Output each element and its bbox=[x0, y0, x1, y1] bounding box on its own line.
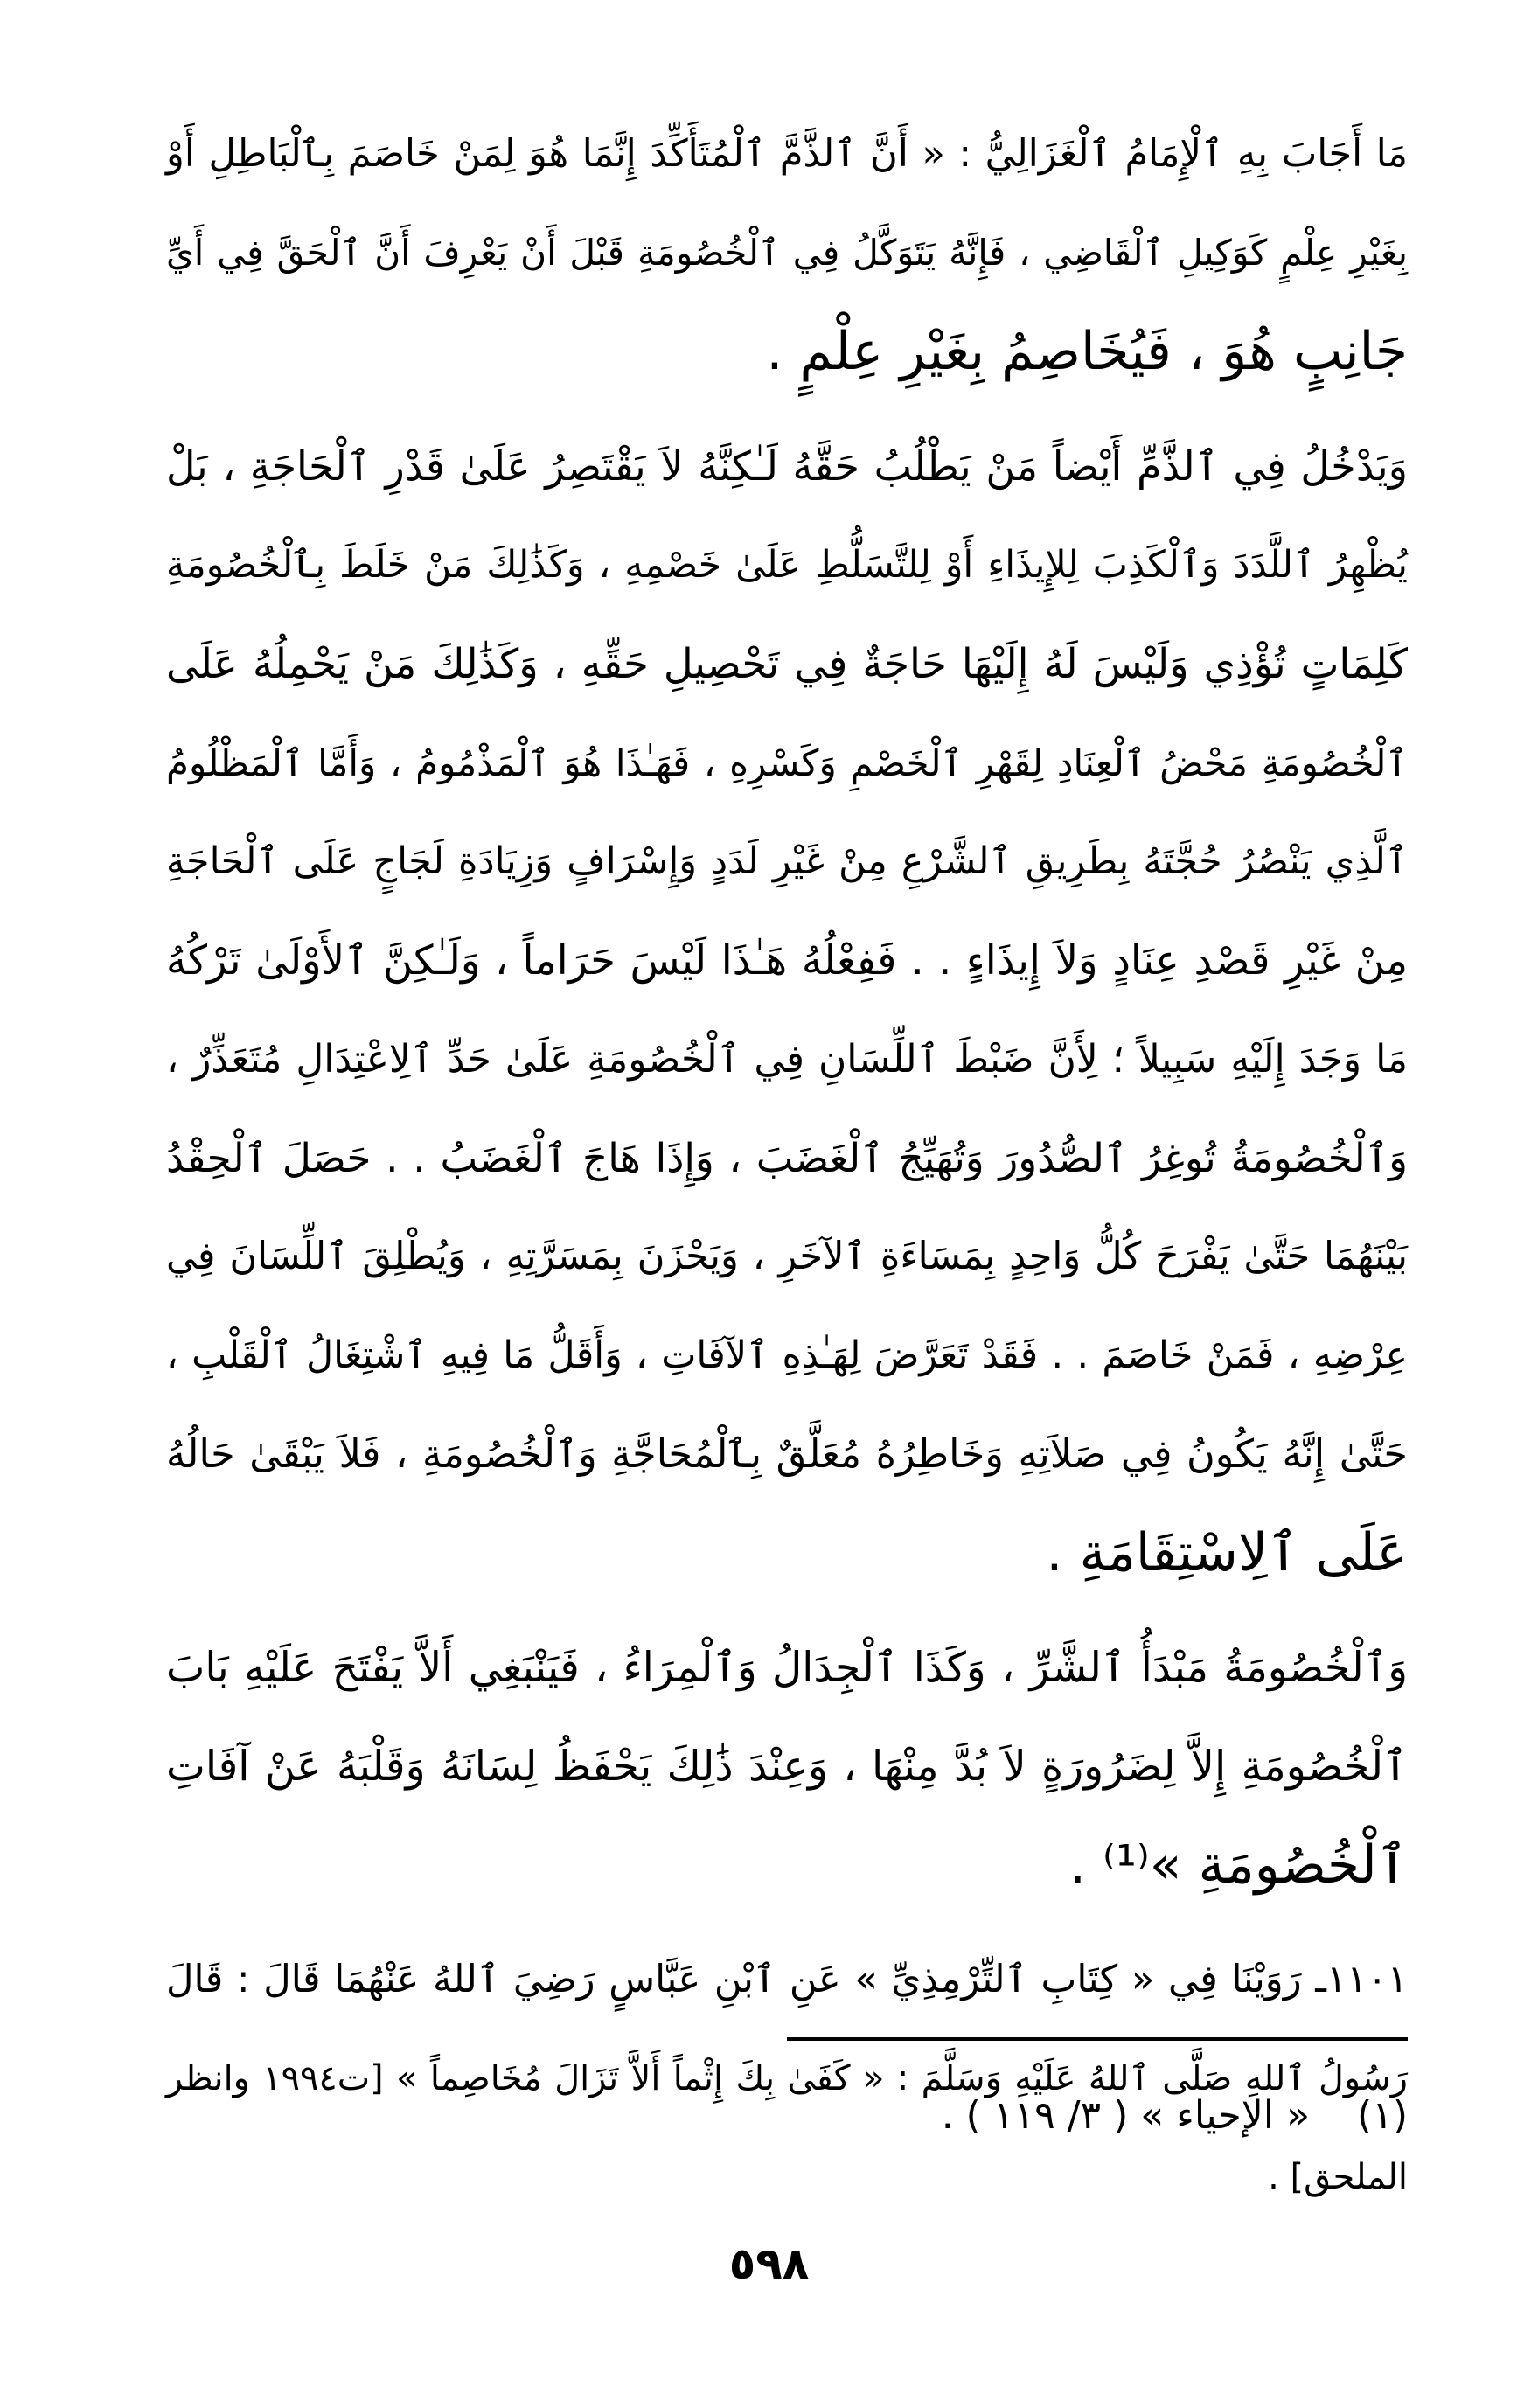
text-line: ٱلْخُصُومَةِ مَحْضُ ٱلْعِنَادِ لِقَهْرِ ٱلْخَصْمِ وَكَسْرِهِ ، فَهَـٰذَا هُوَ ٱلْمَذْمُومُ ، وَأَمَّا ٱلْمَظْلُومُ bbox=[166, 741, 1408, 784]
footnote-text: « الإحياء » ( ٣/ ١١٩ ) . bbox=[941, 2093, 1311, 2138]
text-line: بِغَيْرِ عِلْمٍ كَوَكِيلِ ٱلْقَاضِي ، فَإِنَّهُ يَتَوَكَّلُ فِي ٱلْخُصُومَةِ قَبْلَ أَنْ يَعْرِفَ أَنَّ ٱلْحَقَّ فِي أَيِّ bbox=[166, 232, 1408, 274]
text-line: بَيْنَهُمَا حَتَّىٰ يَفْرَحَ كُلُّ وَاحِدٍ بِمَسَاءَةِ ٱلآخَرِ ، وَيَحْزَنَ بِمَسَرَّتِهِ ، وَيُطْلِقَ ٱللِّسَانَ فِي bbox=[166, 1235, 1408, 1278]
text-line: وَٱلْخُصُومَةُ تُوغِرُ ٱلصُّدُورَ وَتُهَيِّجُ ٱلْغَضَبَ ، وَإِذَا هَاجَ ٱلْغَضَبُ . . حَصَلَ ٱلْحِقْدُ bbox=[166, 1135, 1408, 1181]
text-line: كَلِمَاتٍ تُؤْذِي وَلَيْسَ لَهُ إِلَيْهَا حَاجَةٌ فِي تَحْصِيلِ حَقِّهِ ، وَكَذَٰلِكَ مَنْ يَحْمِلُهُ عَلَى bbox=[166, 640, 1408, 687]
text-line: جَانِبٍ هُوَ ، فَيُخَاصِمُ بِغَيْرِ عِلْمٍ . bbox=[766, 321, 1408, 382]
text-line: ٱلَّذِي يَنْصُرُ حُجَّتَهُ بِطَرِيقِ ٱلشَّرْعِ مِنْ غَيْرِ لَدَدٍ وَإِسْرَافٍ وَزِيَادَةِ لَجَاجٍ عَلَى ٱلْحَاجَةِ bbox=[166, 839, 1408, 883]
text-line: عَلَى ٱلِاسْتِقَامَةِ . bbox=[1046, 1522, 1408, 1583]
text-line: رَسُولُ ٱللهِ صَلَّى ٱللهُ عَلَيْهِ وَسَلَّمَ : « كَفَىٰ بِكَ إِثْماً أَلاَّ تَزَالَ مُخَاصِماً » [ت١٩٩٤ وانظر bbox=[166, 2058, 1408, 2098]
text-line: مَا وَجَدَ إِلَيْهِ سَبِيلاً ؛ لِأَنَّ ضَبْطَ ٱللِّسَانِ فِي ٱلْخُصُومَةِ عَلَىٰ حَدِّ ٱلِاعْتِدَالِ مُتَعَذِّرٌ ، bbox=[166, 1037, 1408, 1082]
text-line: حَتَّىٰ إِنَّهُ يَكُونُ فِي صَلاَتِهِ وَخَاطِرُهُ مُعَلَّقٌ بِٱلْمُحَاجَّةِ وَٱلْخُصُومَةِ ، فَلاَ يَبْقَىٰ حَالُهُ bbox=[166, 1431, 1408, 1477]
text-line: مَا أَجَابَ بِهِ ٱلْإِمَامُ ٱلْغَزَالِيُّ : « أَنَّ ٱلذَّمَّ ٱلْمُتَأَكِّدَ إِنَّمَا هُوَ لِمَنْ خَاصَمَ بِٱلْبَاطِلِ أَوْ bbox=[166, 132, 1408, 176]
main-text bbox=[166, 105, 1408, 2243]
footnote-number: (١) bbox=[1357, 2093, 1408, 2138]
paragraph-4 bbox=[166, 1931, 1408, 2227]
text-line: وَيَدْخُلُ فِي ٱلذَّمِّ أَيْضاً مَنْ يَطْلُبُ حَقَّهُ لَـٰكِنَّهُ لاَ يَقْتَصِرُ عَلَىٰ قَدْرِ ٱلْحَاجَةِ ، بَلْ bbox=[166, 442, 1408, 490]
text-line: مِنْ غَيْرِ قَصْدِ عِنَادٍ وَلاَ إِيذَاءٍ . . فَفِعْلُهُ هَـٰذَا لَيْسَ حَرَاماً ، وَلَـٰكِنَّ ٱلأَوْلَىٰ تَرْكُهُ bbox=[166, 936, 1408, 984]
footnote bbox=[166, 2085, 1408, 2147]
paragraph-3 bbox=[166, 1618, 1408, 1915]
page-number: ٥٩٨ bbox=[728, 2238, 810, 2289]
text-line: عِرْضِهِ ، فَمَنْ خَاصَمَ . . فَقَدْ تَعَرَّضَ لِهَـٰذِهِ ٱلآفَاتِ ، وَأَقَلُّ مَا فِيهِ ٱشْتِغَالُ ٱلْقَلْبِ ، bbox=[166, 1333, 1408, 1377]
text-line: الملحق] . bbox=[1268, 2157, 1408, 2197]
paragraph-2 bbox=[166, 417, 1408, 1603]
text-line: ٱلْخُصُومَةِ »⁽¹⁾ . bbox=[1069, 1834, 1408, 1896]
text-line: ٱلْخُصُومَةِ إِلاَّ لِضَرُورَةٍ لاَ بُدَّ مِنْهَا ، وَعِنْدَ ذَٰلِكَ يَحْفَظُ لِسَانَهُ وَقَلْبَهُ عَنْ آفَاتِ bbox=[166, 1743, 1408, 1791]
text-line: يُظْهِرُ ٱللَّدَدَ وَٱلْكَذِبَ لِلإِيذَاءِ أَوْ لِلتَّسَلُّطِ عَلَىٰ خَصْمِهِ ، وَكَذَٰلِكَ مَنْ خَلَطَ بِٱلْخُصُومَةِ bbox=[166, 543, 1408, 587]
text-line: وَٱلْخُصُومَةُ مَبْدَأُ ٱلشَّرِّ ، وَكَذَا ٱلْجِدَالُ وَٱلْمِرَاءُ ، فَيَنْبَغِي أَلاَّ يَفْتَحَ عَلَيْهِ بَابَ bbox=[166, 1644, 1408, 1692]
footnote-divider bbox=[787, 2037, 1408, 2041]
text-line: ١١٠١ـ رَوَيْنَا فِي « كِتَابِ ٱلتِّرْمِذِيِّ » عَنِ ٱبْنِ عَبَّاسٍ رَضِيَ ٱللهُ عَنْهُمَا قَالَ : قَالَ bbox=[166, 1958, 1408, 2001]
paragraph-1 bbox=[166, 105, 1408, 401]
